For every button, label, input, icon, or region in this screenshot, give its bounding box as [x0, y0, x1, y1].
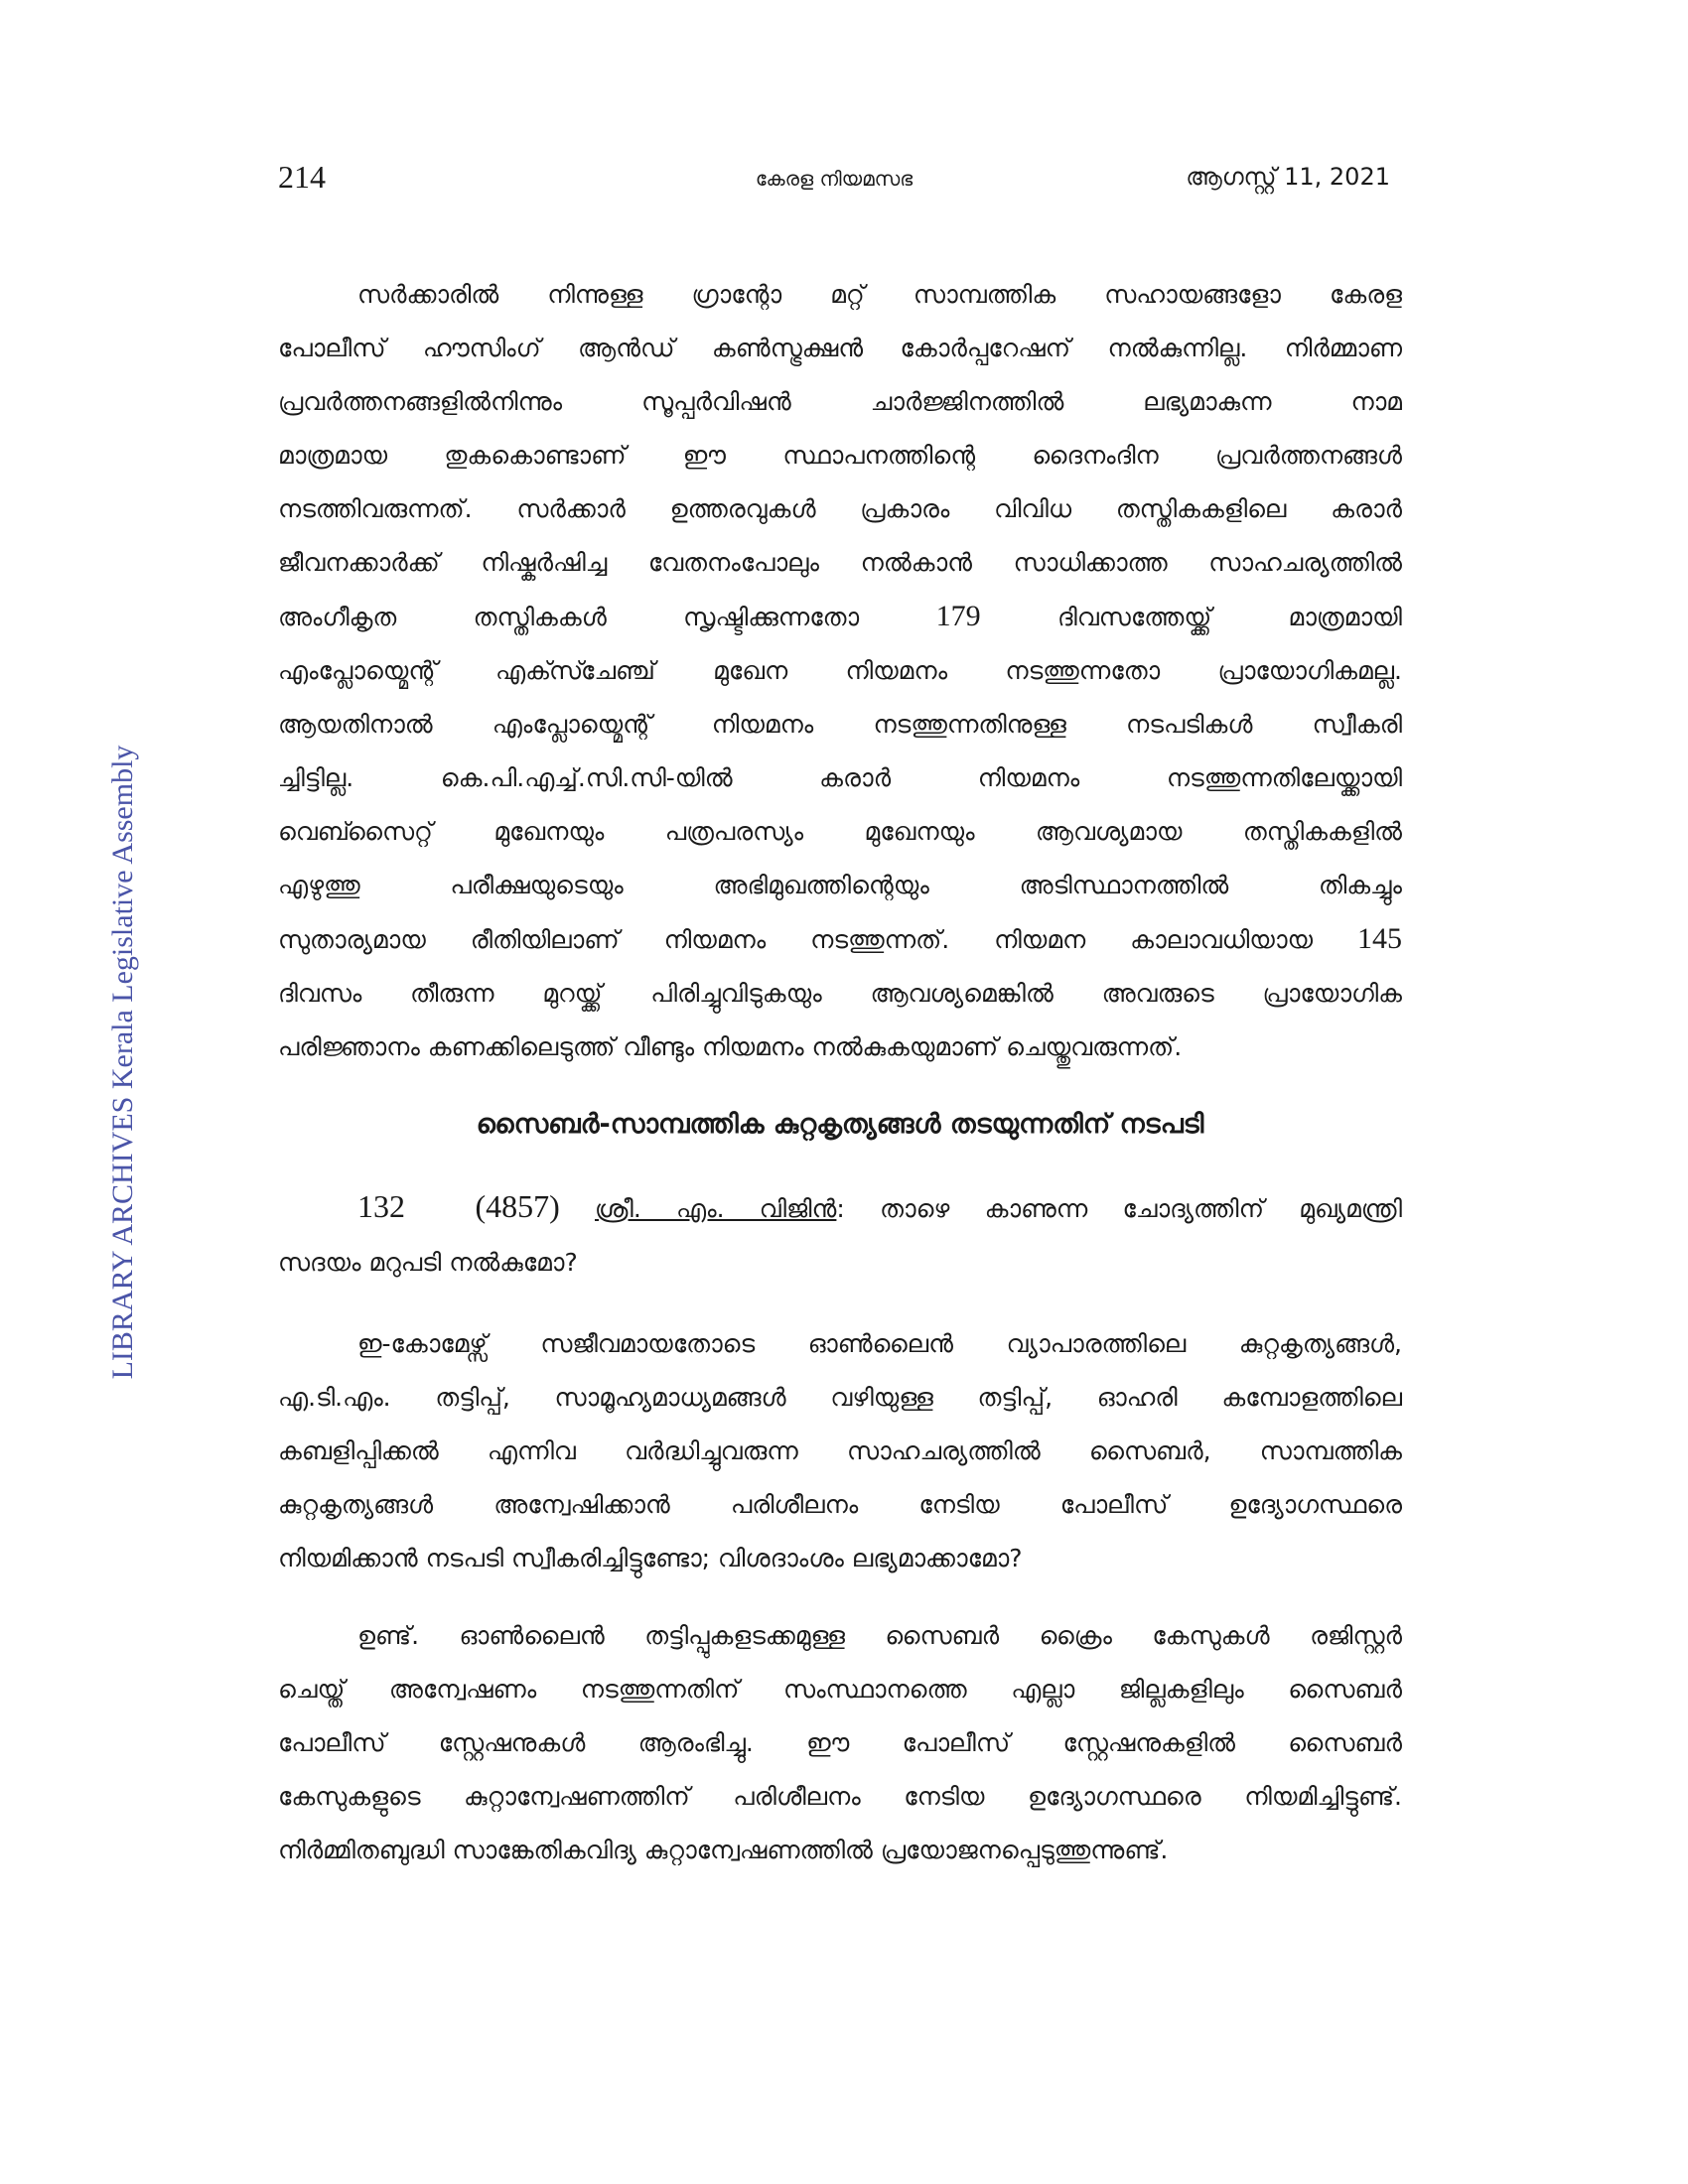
text-line: ആയതിനാൽ എംപ്ലോയ്മെന്റ് നിയമനം നടത്തുന്നതിനുള്ള നടപടികൾ സ്വീകരി	[278, 710, 1402, 739]
text-line: പോലീസ് ഹൗസിംഗ് ആൻഡ് കൺസ്ട്രക്ഷൻ കോർപ്പറേഷന് നൽകുന്നില്ല. നിർമ്മാണ	[278, 334, 1402, 362]
text-line: പരിജ്ഞാനം കണക്കിലെടുത്ത് വീണ്ടും നിയമനം നൽകുകയുമാണ് ചെയ്തുവരുന്നത്.	[278, 1032, 1183, 1061]
text-segment: സുതാര്യമായ രീതിയിലാണ് നിയമനം നടത്തുന്നത്. നിയമന കാലാവധിയായ	[278, 925, 1314, 954]
archive-watermark: LIBRARY ARCHIVES Kerala Legislative Assembly	[106, 745, 139, 1380]
running-date: ആഗസ്റ്റ് 11, 2021	[1186, 163, 1390, 191]
document-body	[278, 268, 1402, 1877]
text-line: എംപ്ലോയ്മെന്റ് എക്സ്ചേഞ്ച് മുഖേന നിയമനം നടത്തുന്നതോ പ്രായോഗികമല്ല.	[278, 656, 1402, 685]
running-title: കേരള നിയമസഭ	[755, 167, 914, 191]
question-text: : താഴെ കാണുന്ന ചോദ്യത്തിന് മുഖ്യമന്ത്രി	[836, 1194, 1402, 1223]
question-block	[278, 1179, 1402, 1290]
text-line: എഴുത്തു പരീക്ഷയുടെയും അഭിമുഖത്തിന്റെയും അടിസ്ഥാനത്തിൽ തികച്ചും	[278, 871, 1402, 899]
text-line: കേസുകളുടെ കുറ്റാന്വേഷണത്തിന് പരിശീലനം നേടിയ ഉദ്യോഗസ്ഥരെ നിയമിച്ചിട്ടുണ്ട്.	[278, 1782, 1402, 1811]
text-line: ഉണ്ട്. ഓൺലൈൻ തട്ടിപ്പുകളടക്കമുള്ള സൈബർ ക്രൈം കേസുകൾ രജിസ്റ്റർ	[357, 1621, 1402, 1650]
page-number: 214	[278, 159, 326, 195]
day-count-145: 145	[1357, 922, 1402, 955]
text-line: ദിവസം തീരുന്ന മുറയ്ക്ക് പിരിച്ചുവിടുകയും ആവശ്യമെങ്കിൽ അവരുടെ പ്രായോഗിക	[278, 979, 1402, 1008]
question-line	[278, 1179, 1402, 1236]
text-line: വെബ്സൈറ്റ് മുഖേനയും പത്രപരസ്യം മുഖേനയും ആവശ്യമായ തസ്തികകളിൽ	[278, 817, 1402, 846]
section-heading: സൈബർ-സാമ്പത്തിക കുറ്റകൃത്യങ്ങൾ തടയുന്നതിന് നടപടി	[476, 1109, 1204, 1140]
text-line: ച്ചിട്ടില്ല. കെ.പി.എച്ച്.സി.സി-യിൽ കരാർ നിയമനം നടത്തുന്നതിലേയ്ക്കായി	[278, 763, 1402, 792]
question-id: (4857)	[475, 1188, 560, 1224]
text-line: കുറ്റകൃത്യങ്ങൾ അന്വേഷിക്കാൻ പരിശീലനം നേടിയ പോലീസ് ഉദ്യോഗസ്ഥരെ	[278, 1490, 1402, 1519]
answer-paragraph-2	[278, 1609, 1402, 1877]
text-line: മാത്രമായ തുകകൊണ്ടാണ് ഈ സ്ഥാപനത്തിന്റെ ദൈനംദിന പ്രവർത്തനങ്ങൾ	[278, 441, 1402, 470]
text-line: നിർമ്മിതബുദ്ധി സാങ്കേതികവിദ്യ കുറ്റാന്വേഷണത്തിൽ പ്രയോജനപ്പെടുത്തുന്നുണ്ട്.	[278, 1836, 1169, 1864]
text-line: പോലീസ് സ്റ്റേഷനുകൾ ആരംഭിച്ചു. ഈ പോലീസ് സ്റ്റേഷനുകളിൽ സൈബർ	[278, 1728, 1402, 1757]
text-line: ചെയ്ത് അന്വേഷണം നടത്തുന്നതിന് സംസ്ഥാനത്തെ എല്ലാ ജില്ലകളിലും സൈബർ	[278, 1675, 1402, 1704]
text-segment: ദിവസത്തേയ്ക്ക് മാത്രമായി	[1056, 603, 1402, 631]
text-line: ജീവനക്കാർക്ക് നിഷ്കർഷിച്ച വേതനംപോലും നൽകാൻ സാധിക്കാത്ത സാഹചര്യത്തിൽ	[278, 548, 1402, 577]
text-line: നിയമിക്കാൻ നടപടി സ്വീകരിച്ചിട്ടുണ്ടോ; വിശദാംശം ലഭ്യമാക്കാമോ?	[278, 1544, 1023, 1572]
text-line	[278, 912, 1402, 967]
question-line: സദയം മറുപടി നൽകുമോ?	[278, 1248, 578, 1277]
text-line: ഇ-കോമേഴ്സ് സജീവമായതോടെ ഓൺലൈൻ വ്യാപാരത്തിലെ കുറ്റകൃത്യങ്ങൾ,	[357, 1329, 1402, 1358]
text-line: സർക്കാരിൽ നിന്നുള്ള ഗ്രാന്റോ മറ്റ് സാമ്പത്തിക സഹായങ്ങളോ കേരള	[357, 280, 1402, 309]
day-count-179: 179	[935, 600, 981, 632]
page-header	[278, 159, 1390, 208]
text-line: എ.ടി.എം. തട്ടിപ്പ്, സാമൂഹ്യമാധ്യമങ്ങൾ വഴിയുള്ള തട്ടിപ്പ്, ഓഹരി കമ്പോളത്തിലെ	[278, 1383, 1402, 1412]
question-detail-paragraph	[278, 1317, 1402, 1585]
text-line	[278, 590, 1402, 644]
text-line: നടത്തിവരുന്നത്. സർക്കാർ ഉത്തരവുകൾ പ്രകാരം വിവിധ തസ്തികകളിലെ കരാർ	[278, 494, 1402, 523]
question-number: 132	[357, 1188, 405, 1224]
text-segment: അംഗീകൃത തസ്തികകൾ സൃഷ്ടിക്കുന്നതോ	[278, 603, 860, 631]
text-line: കബളിപ്പിക്കൽ എന്നിവ വർദ്ധിച്ചുവരുന്ന സാഹചര്യത്തിൽ സൈബർ, സാമ്പത്തിക	[278, 1436, 1402, 1465]
answer-paragraph-1	[278, 268, 1402, 1074]
text-line: പ്രവർത്തനങ്ങളിൽനിന്നും സൂപ്പർവിഷൻ ചാർജ്ജിനത്തിൽ ലഭ്യമാകുന്ന നാമ	[278, 387, 1402, 416]
member-name: ശ്രീ. എം. വിജിൻ	[595, 1194, 837, 1223]
